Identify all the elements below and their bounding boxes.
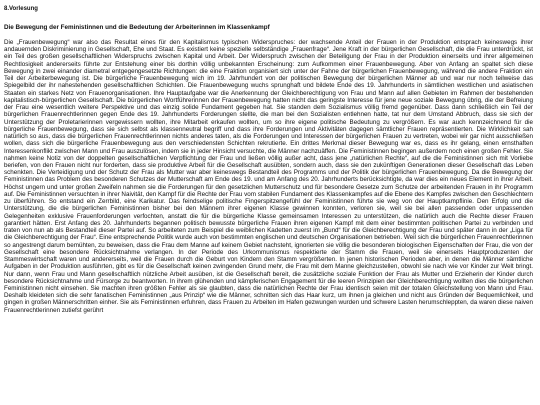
page-title: Die Bewegung der Feministinnen und die Bedeutung der Arbeiterinnen im Klassenkampf [4,24,270,31]
lecture-header: 8.Vorlesung [4,6,38,12]
body-paragraph: Die „Frauenbewegung“ war also das Resultat eines für den Kapitalismus typischen Widerspruches: der wachsende Anteil der Frauen in der Produktion entsprach keineswegs ihrer andauernden Diskriminierung in Gesellschaft, Ehe und Staat. Es existiert keine spezielle selbständige „Frauenfrage“. Jene Kraft in der bürgerlichen Gesellschaft, die die Frau unterdrückt, ist ein Teil des großen gesellschaftlichen Widerspruchs zwischen Kapital und Arbeit. Der Widerspruch zwischen der Beteiligung der Frau in der Produktion einerseits und ihrer allgemeinen Rechtlosigkeit andererseits führte zur Entstehung einer bis dorthin völlig unbekannten Erscheinung: zum Aufkommen einer Frauenbewegung. Aber von Anfang an spaltet sich diese Bewegung in zwei einander diametral entgegengesetzte Richtungen: die eine Fraktion organisiert sich unter der Fahne der bürgerlichen Frauenbewegung, während die andere Fraktion ein Teil der Arbeiterbewegung ist. Die bürgerliche Frauenbewegung wich im 19. Jahrhundert von der politischen Bewegung der bürgerlichen Männer ab und war nur noch teilweise das Spiegelbild der ihr nahestehenden gesellschaftlichen Schichten. Die Frauenbewegung wuchs sprunghaft und bildete Ende des 19. Jahrhunderts in sämtlichen westlichen und asiatischen Staaten ein starkes Netz von Frauenorganisationen. Ihre Hauptaufgabe war die Anerkennung der Gleichberechtigung von Frau und Mann auf allen Gebieten im Rahmen der bestehenden kapitalistisch-bürgerlichen Gesellschaft. Die bürgerlichen Wortführerinnen der Frauenbewegung hatten nicht das geringste Interesse für jene neue soziale Bewegung übrig, die der Befreiung der Frau eine wesentlich weitere Perspektive und das einzig solide Fundament gegeben hat. Sie standen dem Sozialismus völlig fremd gegenüber. Dass dann schließlich ein Teil der bürgerlichen Frauenrechtlerinnen gegen Ende des 19. Jahrhunderts Forderungen stellte, die man bei den Sozialisten entlehnen hatte, tat nur dem Umstand Abbruch, dass sie sich der Unterstützung der Proletarierinnen vergewissern wollten, ihre Mitarbeit erkaufen wollten, um so ihre eigene politische Bedeutung zu vergrößern. Es war auch kennzeichnend für die bürgerliche Frauenbewegung, dass sie sich selbst als klassenneutral begriff und dass ihre Forderungen und Aktivitäten dagegen sämtlicher Frauen repräsentierten. Die Wirklichkeit sah natürlich so aus, dass die bürgerlichen Frauenrechtlerinnen nichts anderes taten, als die Forderungen und Interessen der bürgerlichen Frauen zu vertreten, wobei wir gar nicht ausschließen wollen, dass sich die bürgerliche Frauenbewegung aus den verschiedensten Schichten rekrutierte. Ein drittes Merkmal dieser Bewegung war es, dass es ihr gelang, einen ernsthaften Interessenkonflikt zwischen Mann und Frau auszulösen, indem sie in jeder Hinsicht versuchte, die Männer nachzuäffen. Die Feministinnen begingen außerdem noch einen großen Fehler. Sie nahmen keine Notiz von der doppelten gesellschaftlichen Verpflichtung der Frau und ließen völlig außer acht, dass jene „natürlichen Rechte“, auf die die Feministinnen sich mit Vorliebe beriefen, von den Frauen nicht nur forderten, dass sie produktive Arbeit für die Gesellschaft ausübten, sondern auch, dass sie den zukünftigen Generationen dieser Gesellschaft das Leben schenkten. Die Verteidigung und der Schutz der Frau als Mutter war aber keineswegs Bestandteil des Programms und der Politik der bürgerlichen Frauenbewegung. Da die Bewegung der Feministinnen das Problem des besonderen Schutzes der Mutterschaft am Ende des 19. und am Anfang des 20. Jahrhunderts berücksichtigte, da war dies ein neues Element in ihrer Arbeit. Höchst ungern und unter großen Zweifeln nahmen sie die Forderungen für den gesetzlichen Mutterschutz und für besondere Gesetze zum Schutze der arbeitenden Frauen in ihr Programm auf. Die Feministinnen versuchten in ihrer Naivität, den Kampf für die Rechte der Frau vom stabilen Fundament des Klassenkampfes auf die Ebene des Kampfes zwischen den Geschlechtern zu überführen. So entstand ein Zerrbild, eine Karikatur. Das feindselige politische Fingerspitzengefühl der Feministinnen führte sie weg von der Hauptkampflinie. Den Erfolg und die Unterstützung, die die bürgerlichen Feministinnen bisher bei den Männern ihrer eigenen Klasse gewinnen konnten, verloren sie, weil sie bei allen passenden oder unpassenden Gelegenheiten exklusive Frauenforderungen verfochten, anstatt die für die bürgerliche Klasse gemeinsamen Interessen zu unterstützen, die natürlich auch die Rechte dieser Frauen garantiert hätten. Erst Anfang des 20. Jahrhunderts begannen politisch bewusste bürgerliche Frauen ihren eigenen Kampf mit dem einer bestimmten politischen Partei zu verbinden und traten von nun ab als Bestandteil dieser Partei auf. So arbeiteten zum Beispiel die weiblichen Kadetten zuerst im „Bund“ für die Gleichberechtigung der Frau und später dann in der „Liga für die Gleichberechtigung der Frau“. Eine entsprechende Politik wurde auch von bestimmten englischen und deutschen Organisationen betrieben. Weil sich die bürgerlichen Frauenrechtlerinnen so angestrengt darum bemühten, zu beweisen, dass die Frau dem Manne auf keinem Gebiet nachsteht, ignorierten sie völlig die besonderen biologischen Eigenschaften der Frau, die von der Gesellschaft eine besondere Rücksichtnahme verlangen. In der Periode des Urkommunismus respektierte der Stamm die Frauen, weil sie einerseits Hauptproduzenten der Stammeswirtschaft waren und andererseits, weil die Frauen durch die Geburt von Kindern den Stamm vergrößerten. In jenen historischen Perioden aber, in denen die Männer sämtliche Aufgaben in der Produktion ausführten, gibt es für die Gesellschaft keinen zwingenden Grund mehr, die Frau mit dem Manne gleichzustellen, obwohl sie nach wie vor Kinder zur Welt bringt. Nur dann, wenn Frau und Mann gesellschaftlich nützliche Arbeit ausüben, ist die Gesellschaft bereit, die zusätzliche soziale Funktion der Frau als Mutter und Erzieherin der Kinder durch besondere Rücksichtnahme und Fürsorge zu beantworten. In ihrem glühenden und kämpferischen Engagement für die leeren Prinzipien der Gleichberechtigung wollten dies die bürgerlichen Feministinnen nicht einsehen. Sie machten ihren größten Fehler als sie glaubten, dass die natürlichen Rechte der Frau identisch seien mit der totalen Gleichstellung von Mann und Frau. Deshalb kleideten sich die sehr fanatischen Feministinnen „aus Prinzip“ wie die Männer, schnitten sich das Haar kurz, um ihnen ja gleichen und nicht aus Gründen der Bequemlichkeit, und gingen in großen Männerschritten einher. Sie als Feministinnen erfuhren, dass Frauen zu Arbeiten im Hafen gezwungen wurden und schwere Lasten herumschleppten, da waren diese naiven Frauenrechtlerinnen zutiefst gerührt [4,39,533,314]
